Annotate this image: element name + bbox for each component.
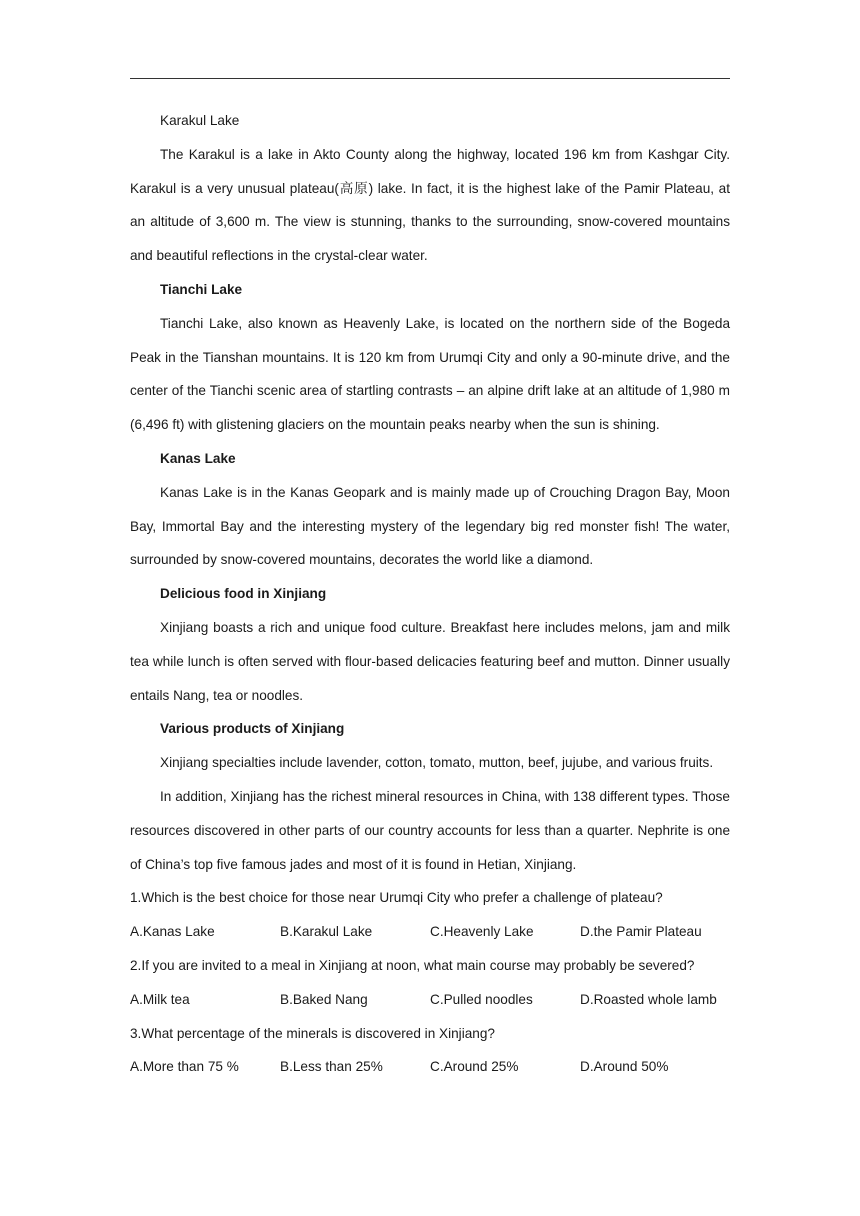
question-2-options [130, 983, 730, 1017]
section-heading-karakul: Karakul Lake [160, 113, 240, 128]
option-c: C.Heavenly Lake [430, 924, 534, 940]
question-1: 1.Which is the best choice for those near Urumqi City who prefer a challenge of plateau? [130, 890, 663, 906]
section-heading-tianchi: Tianchi Lake [160, 281, 243, 297]
document-body [130, 104, 730, 1084]
question-3-options [130, 1050, 730, 1084]
option-c: C.Around 25% [430, 1059, 519, 1075]
section-body-products: Xinjiang specialties include lavender, cotton, tomato, mutton, beef, jujube, and various fruits. [160, 755, 714, 771]
option-a: A.More than 75 % [130, 1059, 239, 1075]
section-heading-kanas: Kanas Lake [160, 450, 236, 466]
option-c: C.Pulled noodles [430, 991, 533, 1007]
section-body-food: Xinjiang boasts a rich and unique food culture. Breakfast here includes melons, jam and milk tea while lunch is often served with flour-based delicacies featuring beef and mutton. Dinner usually entails Nang, tea or noodles. [130, 619, 730, 703]
option-a: A.Kanas Lake [130, 924, 215, 940]
option-a: A.Milk tea [130, 991, 190, 1007]
option-b: B.Karakul Lake [280, 924, 373, 940]
option-b: B.Baked Nang [280, 991, 368, 1007]
section-body-tianchi: Tianchi Lake, also known as Heavenly Lake, is located on the northern side of the Bogeda Peak in the Tianshan mountains. It is 120 km from Urumqi City and only a 90-minute drive, and the center of the Tianchi scenic area of startling contrasts – an alpine drift lake at an altitude of 1,980 m (6,496 ft) with glistening glaciers on the mountain peaks nearby when the sun is shining. [130, 315, 730, 433]
section-heading-food: Delicious food in Xinjiang [160, 586, 327, 602]
option-b: B.Less than 25% [280, 1059, 383, 1075]
option-d: D.Around 50% [580, 1059, 669, 1075]
minerals-paragraph: In addition, Xinjiang has the richest mineral resources in China, with 138 different types. Those resources discovered in other parts of our country accounts for less than a quarter. Nephrite is one of China’s top five famous jades and most of it is found in Hetian, Xinjiang. [130, 788, 730, 872]
section-heading-products: Various products of Xinjiang [160, 721, 345, 737]
section-body-kanas: Kanas Lake is in the Kanas Geopark and is mainly made up of Crouching Dragon Bay, Moon Bay, Immortal Bay and the interesting mystery of the legendary big red monster fish! The water, surrounded by snow-covered mountains, decorates the world like a diamond. [130, 484, 730, 568]
question-1-options [130, 915, 730, 949]
option-d: D.the Pamir Plateau [580, 924, 702, 940]
question-2: 2.If you are invited to a meal in Xinjiang at noon, what main course may probably be severed? [130, 957, 695, 973]
section-body-karakul: The Karakul is a lake in Akto County along the highway, located 196 km from Kashgar City. Karakul is a very unusual plateau(高原) lake. In fact, it is the highest lake of the Pamir Plateau, at an altitude of 3,600 m. The view is stunning, thanks to the surrounding, snow-covered mountains and beautiful reflections in the crystal-clear water. [130, 146, 730, 264]
header-rule [130, 78, 730, 79]
question-3: 3.What percentage of the minerals is discovered in Xinjiang? [130, 1025, 495, 1041]
option-d: D.Roasted whole lamb [580, 991, 717, 1007]
